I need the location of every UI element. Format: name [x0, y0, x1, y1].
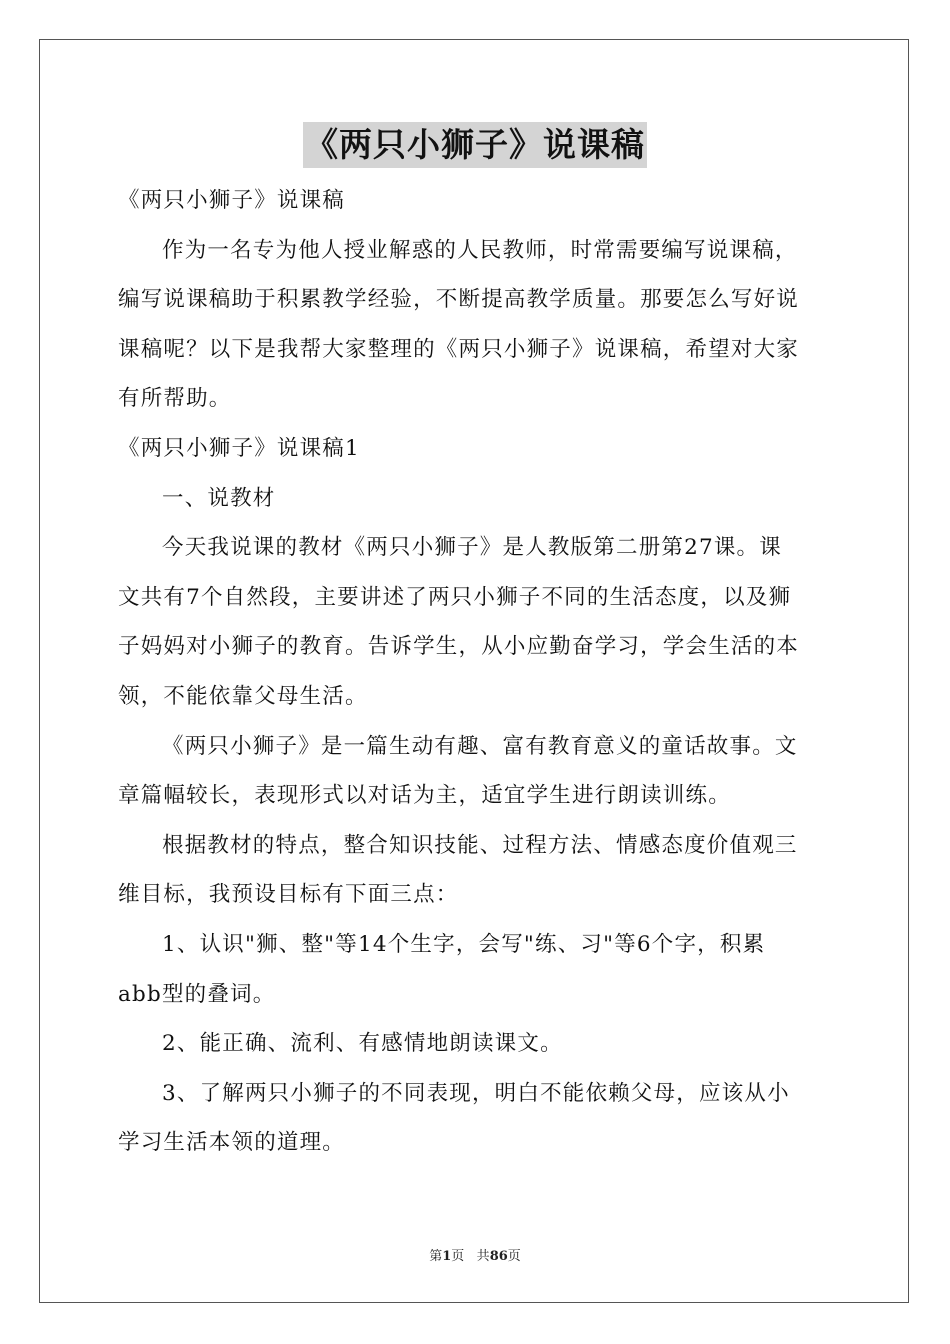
text-line: abb型的叠词。 — [118, 981, 276, 1007]
text-line: 学习生活本领的道理。 — [118, 1130, 346, 1156]
footer-total-suffix: 页 — [507, 1249, 521, 1264]
text-line: 《两只小狮子》是一篇生动有趣、富有教育意义的童话故事。文 — [162, 733, 798, 759]
text-line: 章篇幅较长，表现形式以对话为主，适宜学生进行朗读训练。 — [118, 783, 731, 809]
text-line: 1、认识"狮、整"等14个生字，会写"练、习"等6个字，积累 — [162, 931, 766, 957]
text-line: 《两只小狮子》说课稿 — [118, 188, 346, 213]
page-footer — [0, 1245, 950, 1264]
footer-total-pages: 86 — [489, 1249, 508, 1264]
footer-page-number: 1 — [442, 1249, 452, 1264]
footer-total-prefix: 共 — [476, 1249, 490, 1264]
text-line: 作为一名专为他人授业解惑的人民教师，时常需要编写说课稿， — [162, 237, 798, 263]
text-line: 文共有7个自然段，主要讲述了两只小狮子不同的生活态度，以及狮 — [118, 584, 792, 610]
text-line: 根据教材的特点，整合知识技能、过程方法、情感态度价值观三 — [162, 832, 798, 858]
text-line: 领，不能依靠父母生活。 — [118, 683, 368, 709]
text-line: 课稿呢？以下是我帮大家整理的《两只小狮子》说课稿，希望对大家 — [118, 336, 800, 362]
text-line: 编写说课稿助于积累教学经验，不断提高教学质量。那要怎么写好说 — [118, 287, 800, 313]
text-line: 有所帮助。 — [118, 386, 232, 412]
text-line: 3、了解两只小狮子的不同表现，明白不能依赖父母，应该从小 — [162, 1080, 790, 1106]
footer-page-prefix: 第 — [429, 1249, 443, 1264]
document-title: 《两只小狮子》说课稿 — [303, 122, 647, 168]
text-line: 《两只小狮子》说课稿1 — [118, 435, 360, 461]
footer-page-suffix: 页 — [451, 1249, 465, 1264]
document-body — [118, 176, 838, 1168]
text-line: 维目标，我预设目标有下面三点： — [118, 882, 459, 908]
text-line: 今天我说课的教材《两只小狮子》是人教版第二册第27课。课 — [162, 535, 782, 561]
text-line: 子妈妈对小狮子的教育。告诉学生，从小应勤奋学习，学会生活的本 — [118, 634, 800, 660]
text-line: 2、能正确、流利、有感情地朗读课文。 — [162, 1031, 563, 1057]
text-line: 一、说教材 — [162, 485, 276, 511]
title-container — [0, 122, 950, 168]
